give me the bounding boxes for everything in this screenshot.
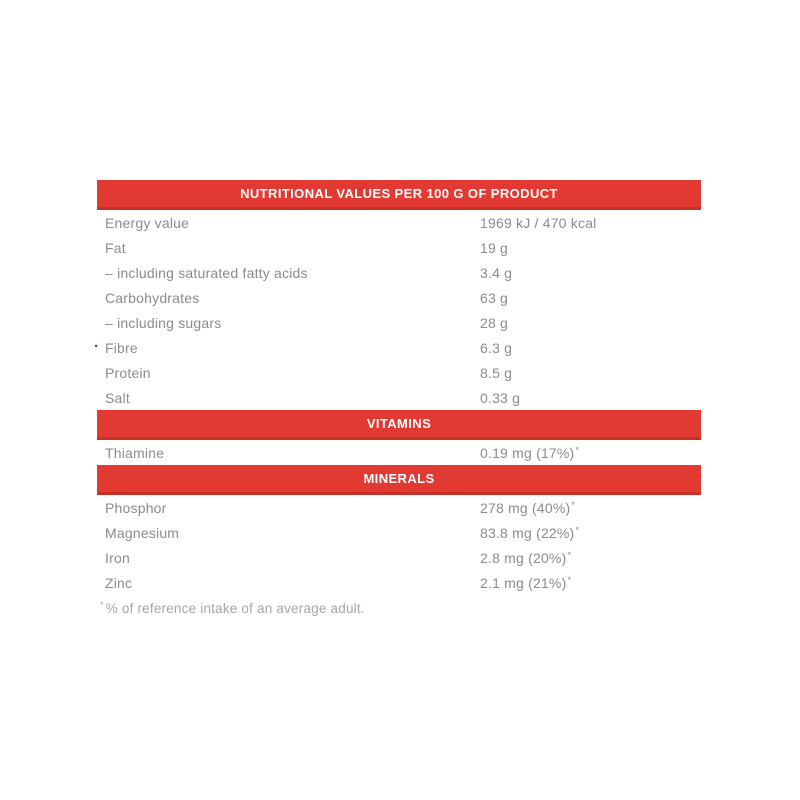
fibre-bullet-dot: · [94,338,100,355]
vitamins-section-banner [97,410,701,440]
row-label: Fibre [105,339,138,356]
vitamins-section-title: VITAMINS [366,416,432,431]
table-row-fibre [94,335,701,360]
row-value-text: 278 mg (40%) [480,499,571,516]
row-value [480,575,571,591]
table-row-carbohydrates [97,285,701,310]
row-label: Fat [105,239,126,256]
row-label: Magnesium [105,524,180,541]
row-value: 19 g [480,239,509,256]
row-value-text: 0.19 mg (17%) [480,444,575,461]
row-label: Iron [105,549,130,566]
minerals-section-title: MINERALS [363,471,435,486]
row-value-text: 2.8 mg (20%) [480,549,567,566]
reference-intake-footnote [97,601,701,616]
row-label: Phosphor [105,499,167,516]
table-row-iron [97,545,701,570]
table-row-energy [97,210,701,235]
footnote-marker: * [567,549,572,560]
table-row-fat [97,235,701,260]
table-row-thiamine [97,440,701,465]
footnote-marker: * [571,499,576,510]
row-label: Energy value [105,214,190,231]
row-value: 28 g [480,314,509,331]
minerals-section-banner [97,465,701,495]
table-row-zinc [97,570,701,595]
footnote-marker: * [575,524,580,535]
row-value: 6.3 g [480,339,513,356]
footnote-text: % of reference intake of an average adult. [105,601,365,616]
row-value [480,550,571,566]
table-row-magnesium [97,520,701,545]
row-value-text: 83.8 mg (22%) [480,524,575,541]
footnote-marker: * [567,574,572,585]
footnote-marker: * [100,600,104,610]
footnote-marker: * [575,444,580,455]
row-value-text: 2.1 mg (21%) [480,574,567,591]
row-value: 63 g [480,289,509,306]
table-row-protein [97,360,701,385]
row-label: Protein [105,364,151,381]
nutrition-label [94,180,701,616]
nutrition-header-title: NUTRITIONAL VALUES PER 100 G OF PRODUCT [240,186,558,201]
row-label: – including saturated fatty acids [105,264,308,281]
table-row-phosphor [97,495,701,520]
row-value: 1969 kJ / 470 kcal [480,214,597,231]
row-label: Thiamine [105,444,165,461]
row-label: Salt [105,389,130,406]
row-value: 8.5 g [480,364,513,381]
row-value [480,445,579,461]
row-value: 0.33 g [480,389,521,406]
table-row-sugars [97,310,701,335]
row-label: Carbohydrates [105,289,200,306]
row-value [480,500,575,516]
row-label: Zinc [105,574,133,591]
table-row-salt [97,385,701,410]
row-value: 3.4 g [480,264,513,281]
table-row-saturated-fat [97,260,701,285]
row-label: – including sugars [105,314,222,331]
nutrition-header-banner [97,180,701,210]
row-value [480,525,579,541]
